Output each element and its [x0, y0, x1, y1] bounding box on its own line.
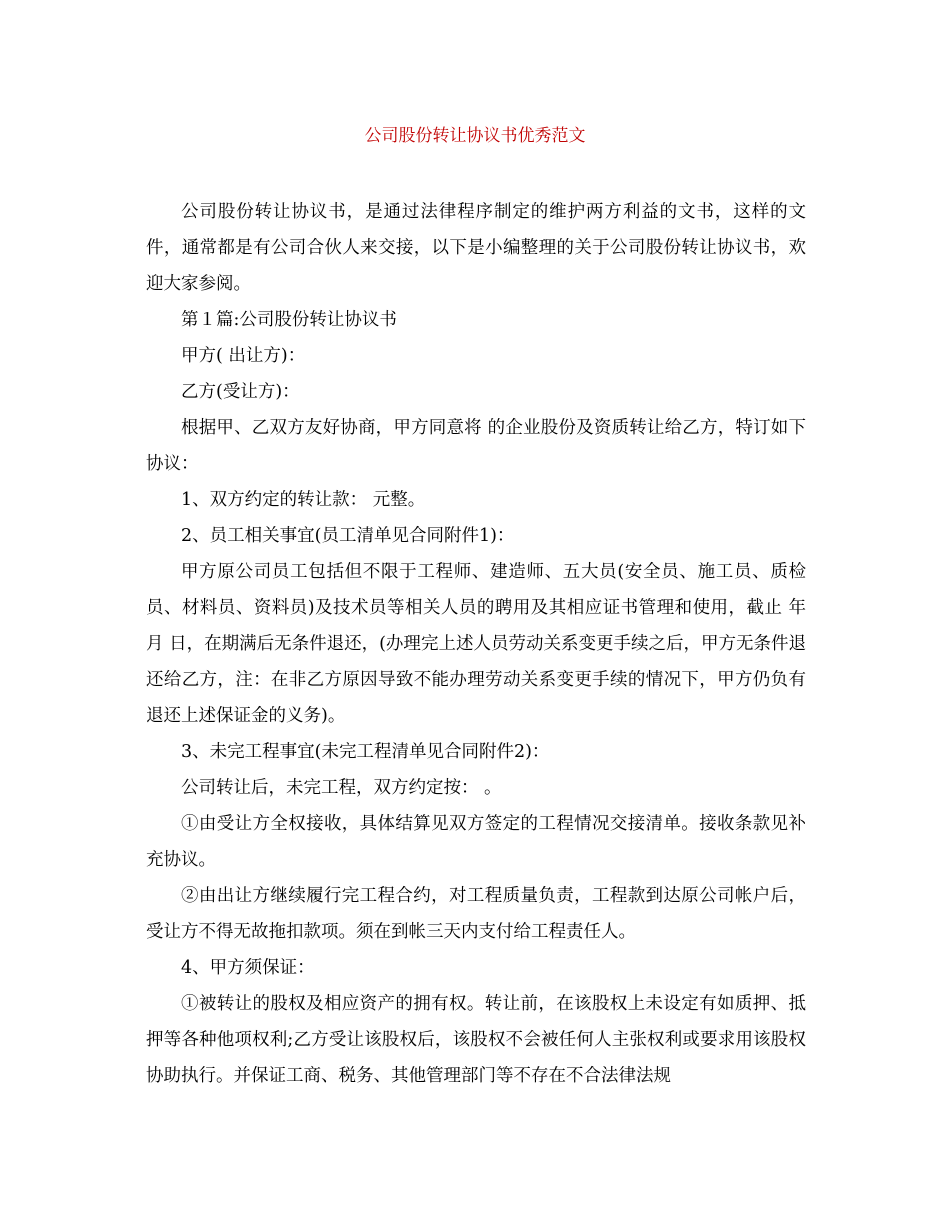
- clause-3-heading: 3、未完工程事宜(未完工程清单见合同附件2)：: [181, 742, 550, 762]
- clause-4-heading: 4、甲方须保证：: [181, 958, 315, 978]
- party-a-line: 甲方( 出让方)：: [181, 346, 306, 366]
- clause-3-item-1: ①由受让方全权接收，具体结算见双方签定的工程情况交接清单。接收条款见补充协议。: [146, 814, 806, 870]
- clause-3-body: 公司转让后，未完工程，双方约定按： 。: [181, 778, 502, 798]
- intro-paragraph: 公司股份转让协议书，是通过法律程序制定的维护两方利益的文书，这样的文件，通常都是有公司合伙人来交接，以下是小编整理的关于公司股份转让协议书，欢迎大家参阅。: [146, 202, 806, 294]
- clause-2-body: 甲方原公司员工包括但不限于工程师、建造师、五大员(安全员、施工员、质检员、材料员、资料员)及技术员等相关人员的聘用及其相应证书管理和使用，截止 年 月 日，在期满后无条件退还，(办理完上述人员劳动关系变更手续之后，甲方无条件退还给乙方，注：在非乙方原因导致不能办理劳动关系变更手续的情况下，甲方仍负有退还上述保证金的义务)。: [146, 562, 806, 726]
- document-title: 公司股份转让协议书优秀范文: [364, 126, 586, 146]
- clause-4-item-1: ①被转让的股权及相应资产的拥有权。转让前，在该股权上未设定有如质押、抵押等各种他项权利;乙方受让该股权后，该股权不会被任何人主张权利或要求用该股权协助执行。并保证工商、税务、其他管理部门等不存在不合法律法规: [146, 994, 806, 1086]
- party-b-line: 乙方(受让方)：: [181, 382, 300, 402]
- clause-3-item-2: ②由出让方继续履行完工程合约，对工程质量负责，工程款到达原公司帐户后，受让方不得无故拖扣款项。须在到帐三天内支付给工程责任人。: [146, 886, 806, 942]
- agreement-preamble: 根据甲、乙双方友好协商，甲方同意将 的企业股份及资质转让给乙方，特订如下协议：: [146, 418, 806, 474]
- section-heading-part-1: 第１篇:公司股份转让协议书: [181, 310, 397, 330]
- clause-1: 1、双方约定的转让款： 元整。: [181, 490, 426, 510]
- document-body: [146, 194, 806, 1094]
- clause-2-heading: 2、员工相关事宜(员工清单见合同附件1)：: [181, 526, 515, 546]
